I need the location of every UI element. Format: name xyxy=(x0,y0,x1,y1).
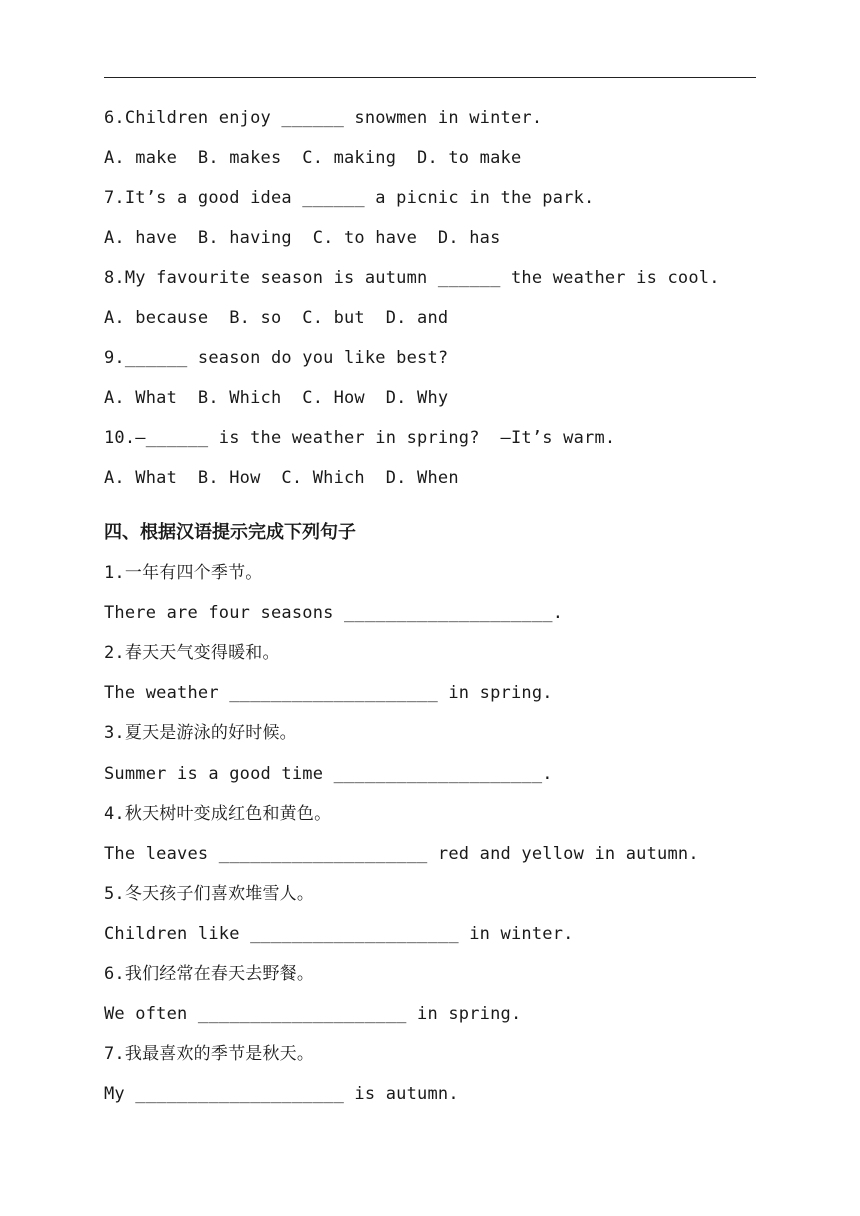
question-7: 7.It’s a good idea ______ a picnic in the park. xyxy=(104,188,595,208)
question-10-options: A. What B. How C. Which D. When xyxy=(104,468,459,488)
prompt-2-english: The weather ____________________ in spring. xyxy=(104,683,553,703)
prompt-4-english: The leaves ____________________ red and yellow in autumn. xyxy=(104,844,699,864)
question-9: 9.______ season do you like best? xyxy=(104,348,449,368)
prompt-3-english: Summer is a good time ____________________. xyxy=(104,764,553,784)
question-6: 6.Children enjoy ______ snowmen in winter. xyxy=(104,108,543,128)
prompt-5-chinese: 5.冬天孩子们喜欢堆雪人。 xyxy=(104,884,315,904)
prompt-1-english: There are four seasons ____________________. xyxy=(104,603,564,623)
prompt-7-chinese: 7.我最喜欢的季节是秋天。 xyxy=(104,1044,315,1064)
prompt-4-chinese: 4.秋天树叶变成红色和黄色。 xyxy=(104,804,332,824)
section-heading: 四、根据汉语提示完成下列句子 xyxy=(104,522,356,543)
question-6-options: A. make B. makes C. making D. to make xyxy=(104,148,522,168)
question-8: 8.My favourite season is autumn ______ the weather is cool. xyxy=(104,268,720,288)
prompt-2-chinese: 2.春天天气变得暖和。 xyxy=(104,643,280,663)
prompt-6-chinese: 6.我们经常在春天去野餐。 xyxy=(104,964,315,984)
prompt-7-english: My ____________________ is autumn. xyxy=(104,1084,459,1104)
prompt-6-english: We often ____________________ in spring. xyxy=(104,1004,522,1024)
prompt-5-english: Children like ____________________ in winter. xyxy=(104,924,574,944)
question-7-options: A. have B. having C. to have D. has xyxy=(104,228,501,248)
question-8-options: A. because B. so C. but D. and xyxy=(104,308,449,328)
question-9-options: A. What B. Which C. How D. Why xyxy=(104,388,449,408)
prompt-1-chinese: 1.一年有四个季节。 xyxy=(104,563,263,583)
prompt-3-chinese: 3.夏天是游泳的好时候。 xyxy=(104,723,297,743)
question-10: 10.—______ is the weather in spring? —It’s warm. xyxy=(104,428,616,448)
header-rule xyxy=(104,77,756,78)
